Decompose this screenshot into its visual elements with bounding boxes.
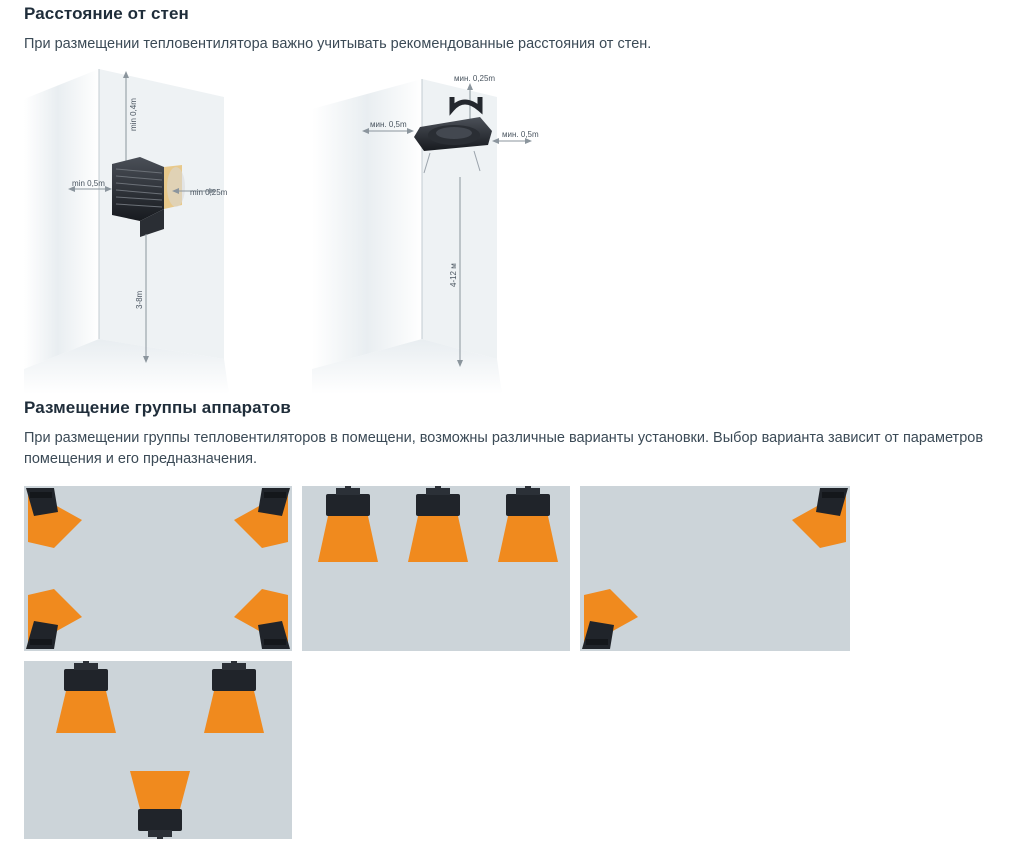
layout-four-corners bbox=[24, 486, 292, 651]
dim-right-label: мин. 0,5m bbox=[502, 130, 539, 139]
dim-top-label: min 0,4m bbox=[129, 98, 138, 131]
dim-right-label: min 0,25m bbox=[190, 188, 228, 197]
section-description-group-placement: При размещении группы тепловентиляторов в помещени, возможны различные варианты установки. Выбор варианта зависит от параметров помещения и его предназначения. bbox=[24, 430, 984, 467]
section-title-group-placement: Размещение группы аппаратов bbox=[24, 398, 291, 417]
section-description: При размещении тепловентилятора важно учитывать рекомендованные расстояния от стен. bbox=[24, 36, 652, 52]
wall-distance-figures bbox=[24, 69, 1003, 394]
layout-two-diagonal bbox=[580, 486, 850, 651]
dim-height-label: 3-8m bbox=[135, 290, 144, 309]
dim-left-label: мин. 0,5m bbox=[370, 120, 407, 129]
page-title: Расстояние от стен bbox=[24, 4, 189, 23]
dim-height-label: 4-12 м bbox=[449, 263, 458, 287]
layout-three-triangle bbox=[24, 661, 292, 839]
layout-row-two bbox=[24, 661, 1003, 839]
layout-three-in-row bbox=[302, 486, 570, 651]
layout-row-one bbox=[24, 486, 1003, 651]
figure-wall-mounted bbox=[24, 69, 284, 399]
figure-ceiling-mounted bbox=[302, 69, 592, 399]
dim-left-label: min 0,5m bbox=[72, 179, 105, 188]
dim-top-label: мин. 0,25m bbox=[454, 74, 496, 83]
